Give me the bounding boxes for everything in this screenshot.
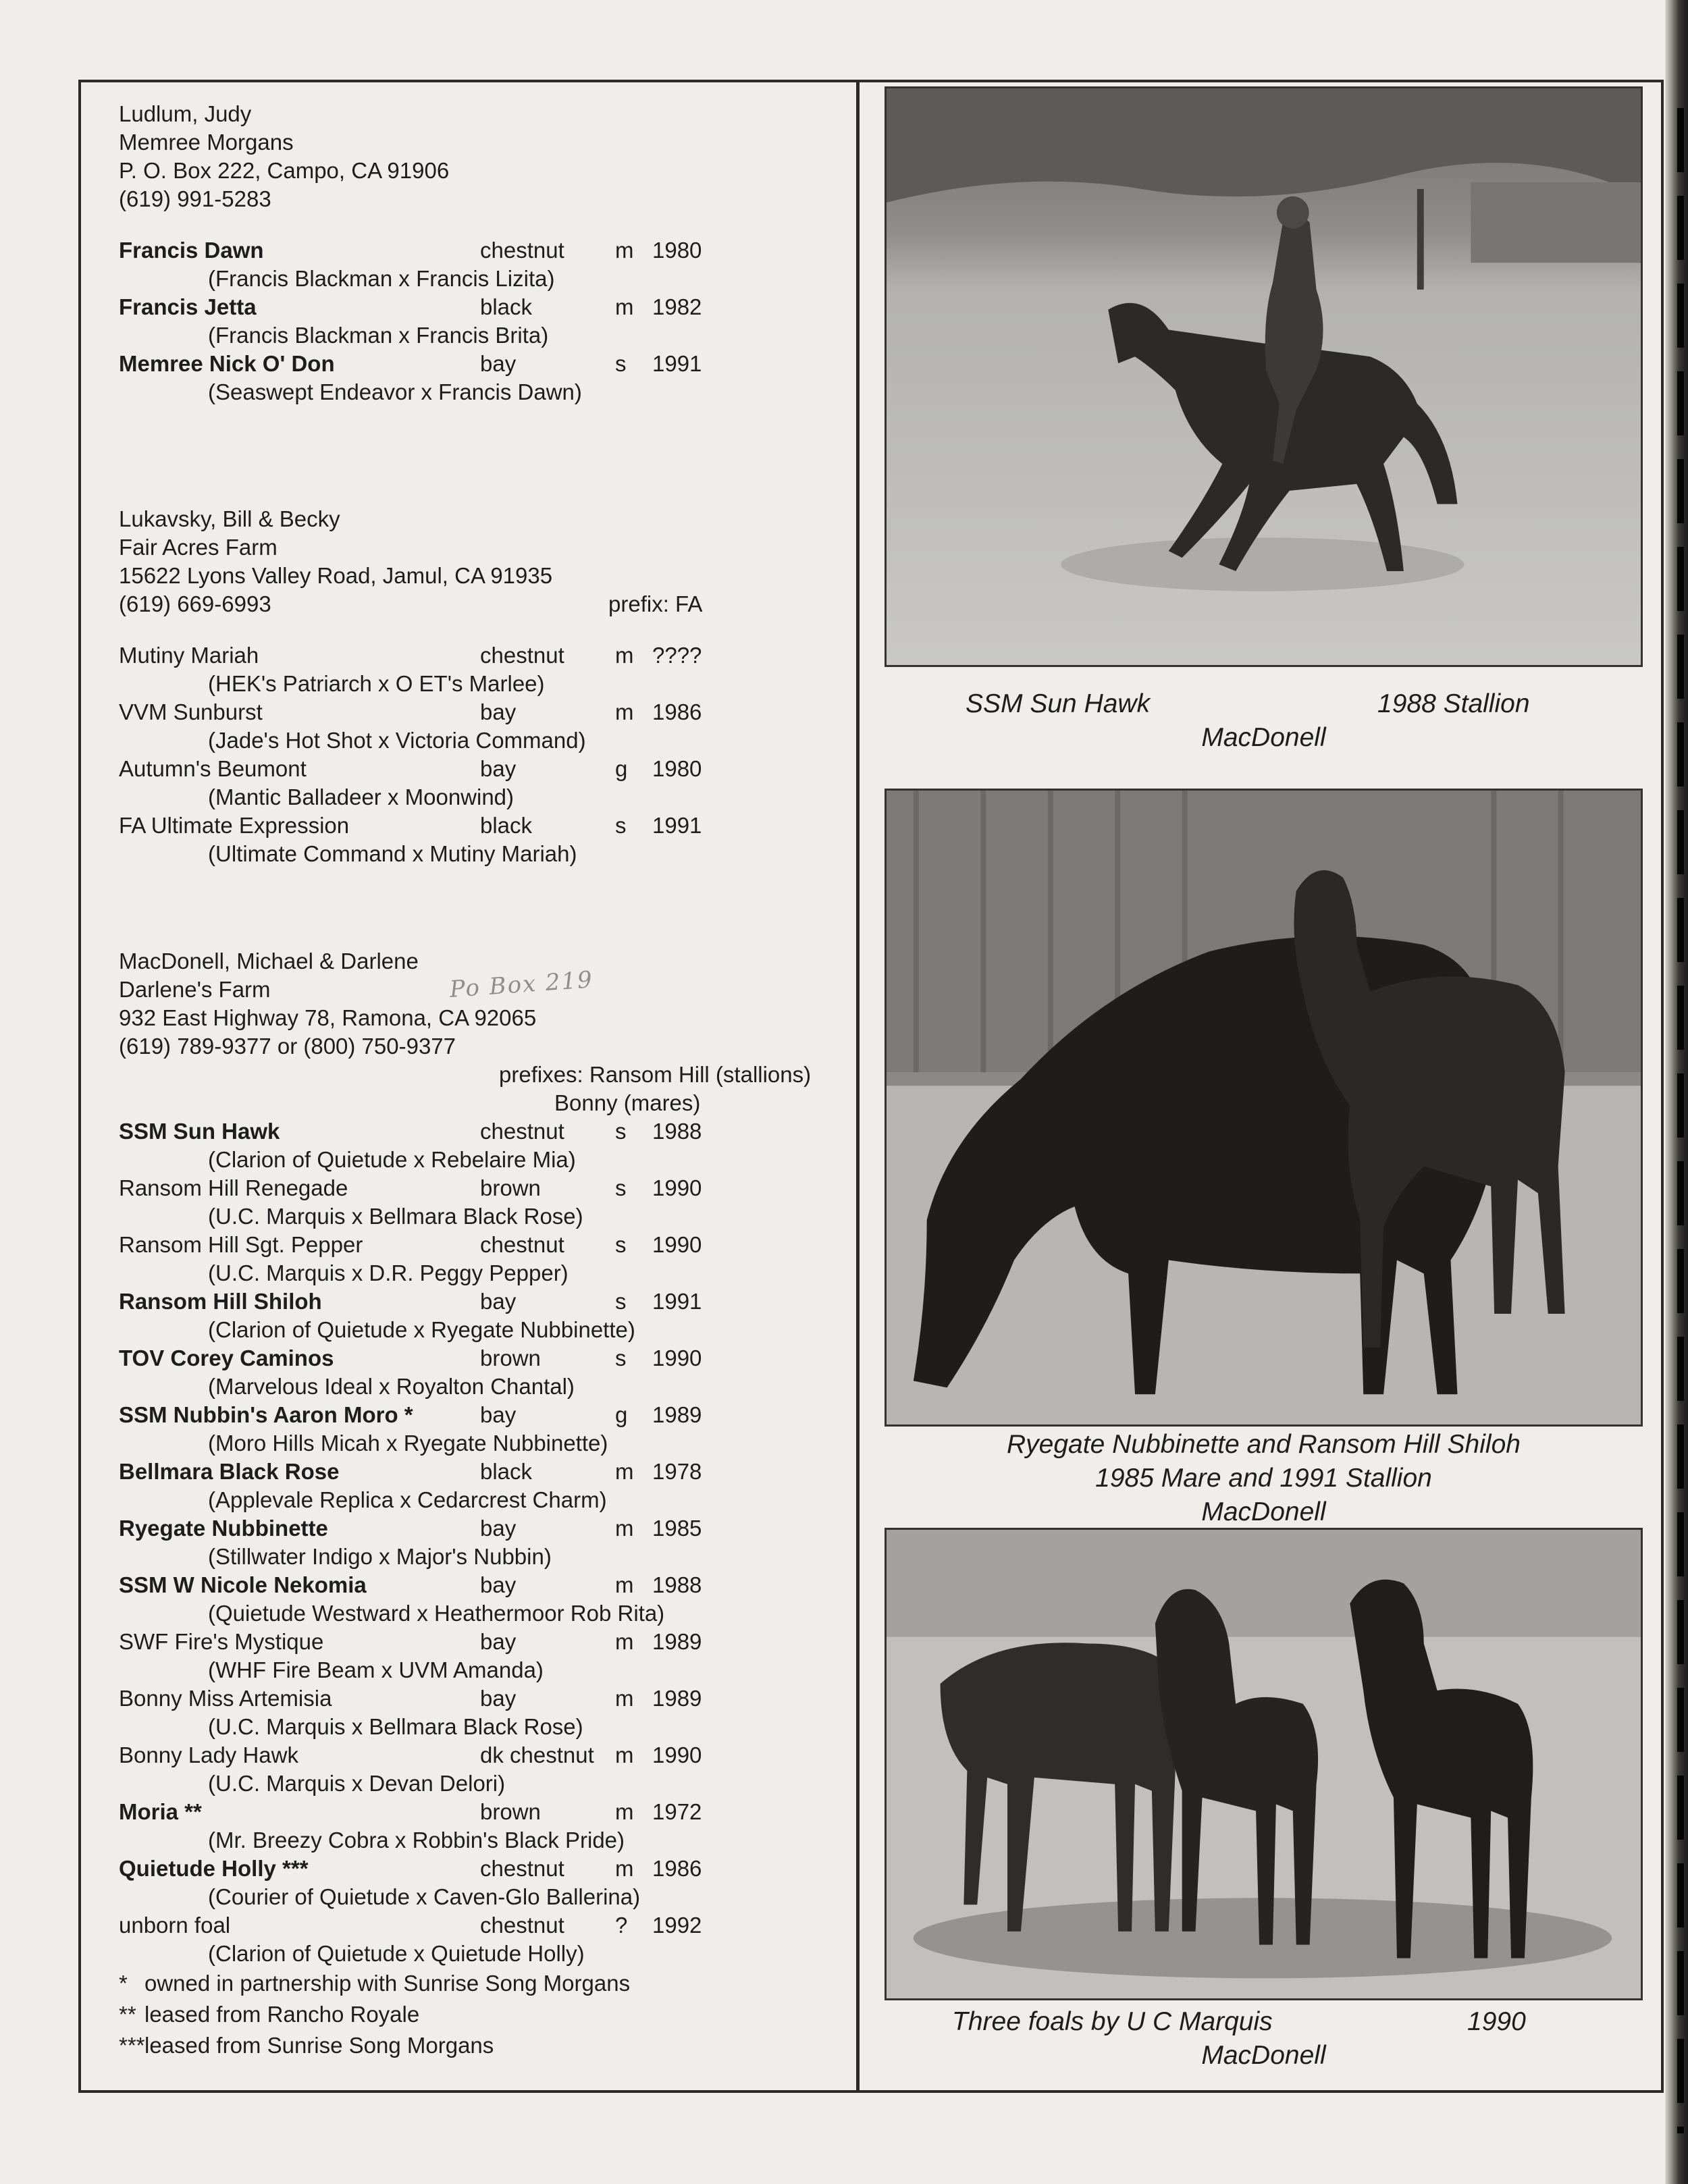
horse-name: FA Ultimate Expression [119,813,350,838]
horse-row [119,1401,855,1429]
horse-color: black [480,1459,533,1484]
breeder-name: MacDonell, Michael & Darlene [119,949,419,974]
prefix-mares: Bonny (mares) [554,1090,701,1115]
caption-credit: MacDonell [1201,723,1326,752]
horse-row [119,236,855,265]
caption-credit: MacDonell [1201,2041,1326,2070]
horse-pedigree: (U.C. Marquis x Bellmara Black Rose) [208,1204,583,1229]
photo-caption-1 [885,687,1643,755]
horse-color: bay [480,1516,517,1541]
horse-color: bay [480,1402,517,1427]
breeder-name: Lukavsky, Bill & Becky [119,506,340,531]
horse-name: Quietude Holly *** [119,1856,309,1881]
phone-number: (619) 991-5283 [119,186,271,211]
horse-pedigree: (Courier of Quietude x Caven-Glo Ballerina) [208,1884,641,1909]
horse-color: bay [480,1629,517,1654]
horse-color: chestnut [480,1913,564,1938]
horse-sex: m [615,699,634,724]
horse-year: 1991 [652,1289,702,1314]
horse-sex: g [615,1402,628,1427]
horse-name: SWF Fire's Mystique [119,1629,324,1654]
horse-name: Ransom Hill Sgt. Pepper [119,1232,363,1257]
horse-pedigree: (U.C. Marquis x Devan Delori) [208,1771,506,1796]
horse-sex: s [615,1232,627,1257]
farm-prefixes [499,1061,855,1117]
horse-sex: g [615,756,628,781]
horse-color: black [480,813,533,838]
horse-year: 1989 [652,1686,702,1711]
photo-image [887,88,1641,665]
horse-year: 1991 [652,351,702,376]
horse-name: TOV Corey Caminos [119,1346,334,1370]
photo-caption-3 [885,2005,1643,2073]
horse-sex: m [615,1572,634,1597]
horse-sex: m [615,643,634,668]
horse-name: SSM Nubbin's Aaron Moro * [119,1402,413,1427]
horse-row [119,293,855,321]
footnote-text: owned in partnership with Sunrise Song Morgans [144,1971,631,1996]
farm-prefix: prefix: FA [608,591,703,616]
horse-year: 1980 [652,756,702,781]
caption-year: 1990 [1467,2007,1526,2036]
horse-name: Ransom Hill Shiloh [119,1289,322,1314]
caption-description: Three foals by U C Marquis [952,2007,1273,2036]
horse-pedigree: (Clarion of Quietude x Rebelaire Mia) [208,1147,576,1172]
horse-color: bay [480,1572,517,1597]
horse-year: 1990 [652,1175,702,1200]
horse-row [119,641,855,670]
horse-pedigree: (Moro Hills Micah x Ryegate Nubbinette) [208,1431,608,1456]
caption-line-1: Ryegate Nubbinette and Ransom Hill Shiloh [1007,1430,1521,1459]
breeder-address-block [119,947,855,1061]
binding-marks [1677,108,1684,2133]
horse-sex: s [615,813,627,838]
horse-row [119,755,855,783]
mailing-address: P. O. Box 222, Campo, CA 91906 [119,158,450,183]
breeder-name: Ludlum, Judy [119,101,252,126]
horse-pedigree: (Quietude Westward x Heathermoor Rob Rita) [208,1601,665,1626]
horse-pedigree: (Clarion of Quietude x Quietude Holly) [208,1941,585,1966]
horse-year: 1992 [652,1913,702,1938]
horse-list [119,236,855,406]
phone-number: (619) 669-6993 [119,591,271,616]
horse-pedigree: (Francis Blackman x Francis Lizita) [208,266,555,291]
caption-credit: MacDonell [1201,1497,1326,1526]
horse-year: 1988 [652,1119,702,1144]
farm-name: Memree Morgans [119,130,294,155]
horse-year: 1990 [652,1346,702,1370]
horse-year: 1986 [652,1856,702,1881]
horse-sex: ? [615,1913,628,1938]
horse-color: bay [480,756,517,781]
horse-sex: m [615,238,634,263]
photo-caption-2 [885,1428,1643,1529]
photo-three-foals [885,1528,1643,2000]
breeder-address-block [119,100,855,213]
horse-name: Mutiny Mariah [119,643,259,668]
horse-year: 1990 [652,1742,702,1767]
farm-line [119,966,855,1004]
horse-sex: m [615,294,634,319]
horse-pedigree: (U.C. Marquis x D.R. Peggy Pepper) [208,1260,569,1285]
horse-name: Bonny Miss Artemisia [119,1686,332,1711]
horse-name: Memree Nick O' Don [119,351,335,376]
footnotes [119,1968,855,2061]
horse-name: SSM W Nicole Nekomia [119,1572,367,1597]
horse-color: dk chestnut [480,1742,594,1767]
mailing-address: 932 East Highway 78, Ramona, CA 92065 [119,1005,537,1030]
horse-sex: m [615,1459,634,1484]
horse-sex: s [615,1346,627,1370]
horse-name: Francis Jetta [119,294,257,319]
horse-name: Ransom Hill Renegade [119,1175,348,1200]
horse-pedigree: (Mr. Breezy Cobra x Robbin's Black Pride) [208,1828,625,1853]
horse-year: 1990 [652,1232,702,1257]
horse-year: 1989 [652,1629,702,1654]
photo-image [887,791,1641,1424]
horse-row [119,1684,855,1713]
horse-row [119,1855,855,1883]
horse-list [119,641,855,868]
horse-pedigree: (Marvelous Ideal x Royalton Chantal) [208,1374,575,1399]
horse-color: black [480,294,533,319]
horse-name: Bellmara Black Rose [119,1459,340,1484]
horse-pedigree: (HEK's Patriarch x O ET's Marlee) [208,671,545,696]
horse-sex: s [615,351,627,376]
horse-pedigree: (Ultimate Command x Mutiny Mariah) [208,841,577,866]
column-divider [856,80,860,2093]
breeder-entry-ludlum [119,100,855,406]
horse-name: Autumn's Beumont [119,756,307,781]
horse-sex: s [615,1289,627,1314]
horse-name: Moria ** [119,1799,202,1824]
horse-color: bay [480,351,517,376]
phone-number: (619) 789-9377 or (800) 750-9377 [119,1034,456,1059]
farm-name: Fair Acres Farm [119,535,278,560]
horse-row [119,1344,855,1373]
horse-color: chestnut [480,643,564,668]
horse-name: Francis Dawn [119,238,264,263]
phone-prefix-line [119,590,855,618]
horse-color: bay [480,699,517,724]
footnote [119,2030,855,2061]
horse-row [119,1287,855,1316]
horse-row [119,1571,855,1599]
horse-sex: m [615,1629,634,1654]
horse-sex: m [615,1686,634,1711]
horse-row [119,811,855,840]
horse-pedigree: (Clarion of Quietude x Ryegate Nubbinette) [208,1317,635,1342]
horse-list [119,1117,855,1968]
breeder-address-block [119,505,855,618]
photo-mare-and-foal [885,789,1643,1427]
horse-color: chestnut [480,1232,564,1257]
horse-year: ???? [652,643,702,668]
footnote-text: leased from Sunrise Song Morgans [144,2033,494,2058]
horse-year: 1985 [652,1516,702,1541]
breeder-entry-macdonell [119,947,855,2061]
farm-name: Darlene's Farm [119,977,271,1002]
prefix-stallions: prefixes: Ransom Hill (stallions) [499,1062,812,1087]
book-binding-edge [1665,0,1688,2184]
horse-color: chestnut [480,1119,564,1144]
horse-row [119,1174,855,1202]
horse-row [119,350,855,378]
footnote [119,1968,855,1999]
photo-ssm-sun-hawk [885,86,1643,667]
horse-row [119,1117,855,1146]
horse-year: 1989 [652,1402,702,1427]
horse-row [119,1231,855,1259]
horse-row [119,1458,855,1486]
horse-pedigree: (WHF Fire Beam x UVM Amanda) [208,1657,544,1682]
horse-year: 1986 [652,699,702,724]
horse-row [119,1628,855,1656]
footnote-text: leased from Rancho Royale [144,2002,420,2027]
horse-color: brown [480,1175,541,1200]
horse-year: 1978 [652,1459,702,1484]
horse-sex: m [615,1516,634,1541]
horse-pedigree: (Applevale Replica x Cedarcrest Charm) [208,1487,607,1512]
horse-row [119,1741,855,1769]
footnote-mark: * [119,1971,128,1996]
footnote [119,1999,855,2030]
horse-pedigree: (Francis Blackman x Francis Brita) [208,323,549,348]
horse-color: brown [480,1799,541,1824]
caption-description: 1988 Stallion [1377,689,1530,718]
horse-color: chestnut [480,1856,564,1881]
horse-sex: m [615,1799,634,1824]
footnote-mark: *** [119,2033,145,2058]
horse-name: Ryegate Nubbinette [119,1516,328,1541]
horse-year: 1988 [652,1572,702,1597]
horse-year: 1972 [652,1799,702,1824]
horse-name: SSM Sun Hawk [119,1119,280,1144]
horse-pedigree: (Stillwater Indigo x Major's Nubbin) [208,1544,552,1569]
horse-name: Bonny Lady Hawk [119,1742,298,1767]
horse-row [119,1798,855,1826]
horse-sex: s [615,1119,627,1144]
horse-year: 1991 [652,813,702,838]
horse-color: bay [480,1686,517,1711]
horse-sex: m [615,1742,634,1767]
horse-sex: s [615,1175,627,1200]
horse-row [119,698,855,726]
horse-name: unborn foal [119,1913,231,1938]
horse-name: VVM Sunburst [119,699,263,724]
horse-row [119,1911,855,1940]
mailing-address: 15622 Lyons Valley Road, Jamul, CA 91935 [119,563,553,588]
footnote-mark: ** [119,2002,136,2027]
horse-color: chestnut [480,238,564,263]
photo-image [887,1530,1641,1998]
horse-year: 1982 [652,294,702,319]
caption-horse-name: SSM Sun Hawk [966,689,1151,718]
handwritten-po-box-note: Po Box 219 [448,966,594,1003]
horse-pedigree: (Jade's Hot Shot x Victoria Command) [208,728,586,753]
horse-color: bay [480,1289,517,1314]
horse-year: 1980 [652,238,702,263]
caption-line-2: 1985 Mare and 1991 Stallion [1095,1464,1432,1493]
horse-pedigree: (U.C. Marquis x Bellmara Black Rose) [208,1714,583,1739]
horse-sex: m [615,1856,634,1881]
horse-color: brown [480,1346,541,1370]
horse-row [119,1514,855,1543]
horse-pedigree: (Mantic Balladeer x Moonwind) [208,784,515,809]
horse-pedigree: (Seaswept Endeavor x Francis Dawn) [208,379,582,404]
breeder-entry-lukavsky [119,505,855,868]
